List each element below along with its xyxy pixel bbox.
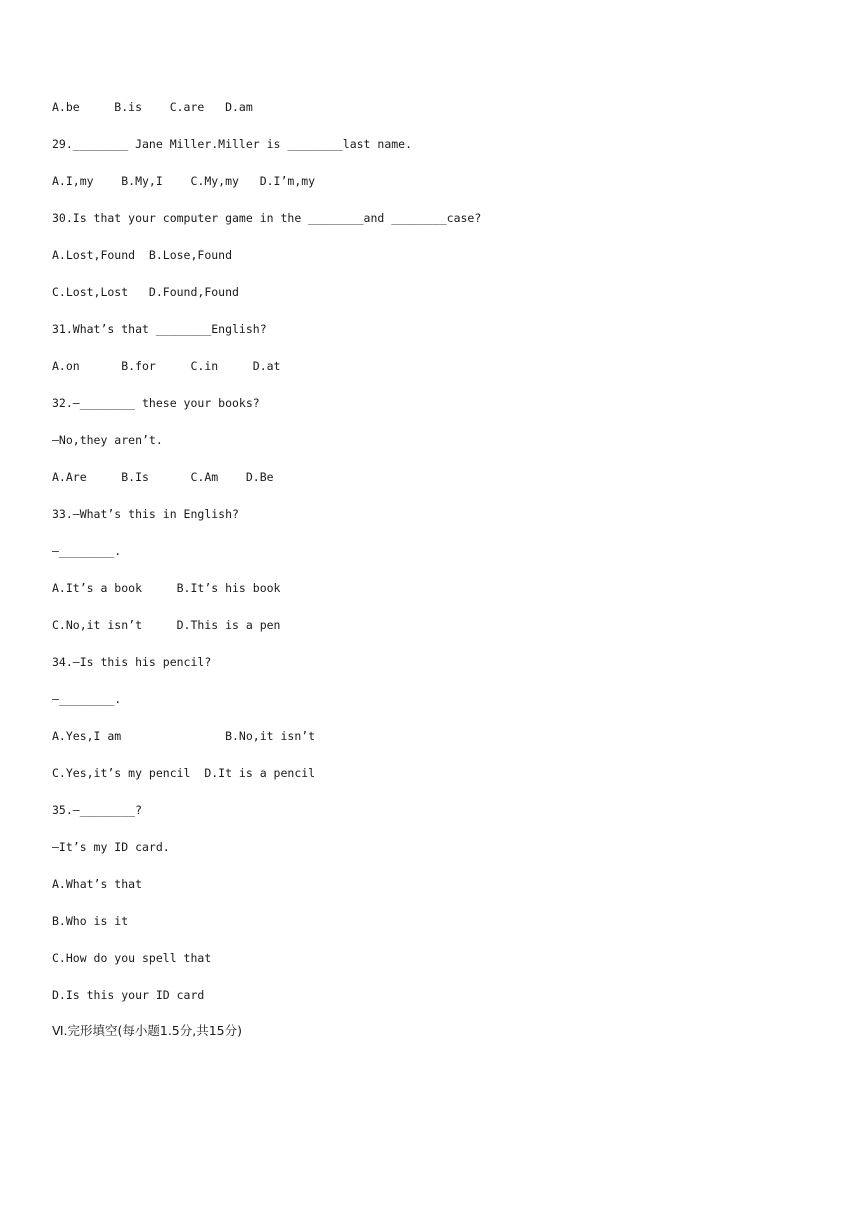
section-heading: Ⅵ.完形填空(每小题1.5分,共15分) [52, 1023, 243, 1038]
q33-options-cd: C.No,it isn’t D.This is a pen [52, 618, 281, 632]
q35-option-a: A.What’s that [52, 877, 143, 891]
q30-options-ab: A.Lost,Found B.Lose,Found [52, 248, 233, 262]
q35-response: —It’s my ID card. [52, 840, 170, 854]
q33-options-ab: A.It’s a book B.It’s his book [52, 581, 281, 595]
q34-response: —________. [52, 692, 122, 706]
q32-response: —No,they aren’t. [52, 433, 163, 447]
q30-question: 30.Is that your computer game in the ________and ________case? [52, 211, 482, 225]
q34-question: 34.—Is this his pencil? [52, 655, 212, 669]
q30-options-cd: C.Lost,Lost D.Found,Found [52, 285, 239, 299]
q35-question: 35.—________? [52, 803, 143, 817]
q28-options: A.be B.is C.are D.am [52, 100, 253, 114]
q31-question: 31.What’s that ________English? [52, 322, 267, 336]
q32-options: A.Are B.Is C.Am D.Be [52, 470, 274, 484]
q34-options-cd: C.Yes,it’s my pencil D.It is a pencil [52, 766, 316, 780]
q32-question: 32.—________ these your books? [52, 396, 260, 410]
q35-option-c: C.How do you spell that [52, 951, 212, 965]
q33-question: 33.—What’s this in English? [52, 507, 239, 521]
q29-options: A.I,my B.My,I C.My,my D.I’m,my [52, 174, 316, 188]
q29-question: 29.________ Jane Miller.Miller is ________last name. [52, 137, 413, 151]
q35-option-b: B.Who is it [52, 914, 129, 928]
q34-options-ab: A.Yes,I am B.No,it isn’t [52, 729, 316, 743]
q35-option-d: D.Is this your ID card [52, 988, 205, 1002]
q33-response: —________. [52, 544, 122, 558]
q31-options: A.on B.for C.in D.at [52, 359, 281, 373]
